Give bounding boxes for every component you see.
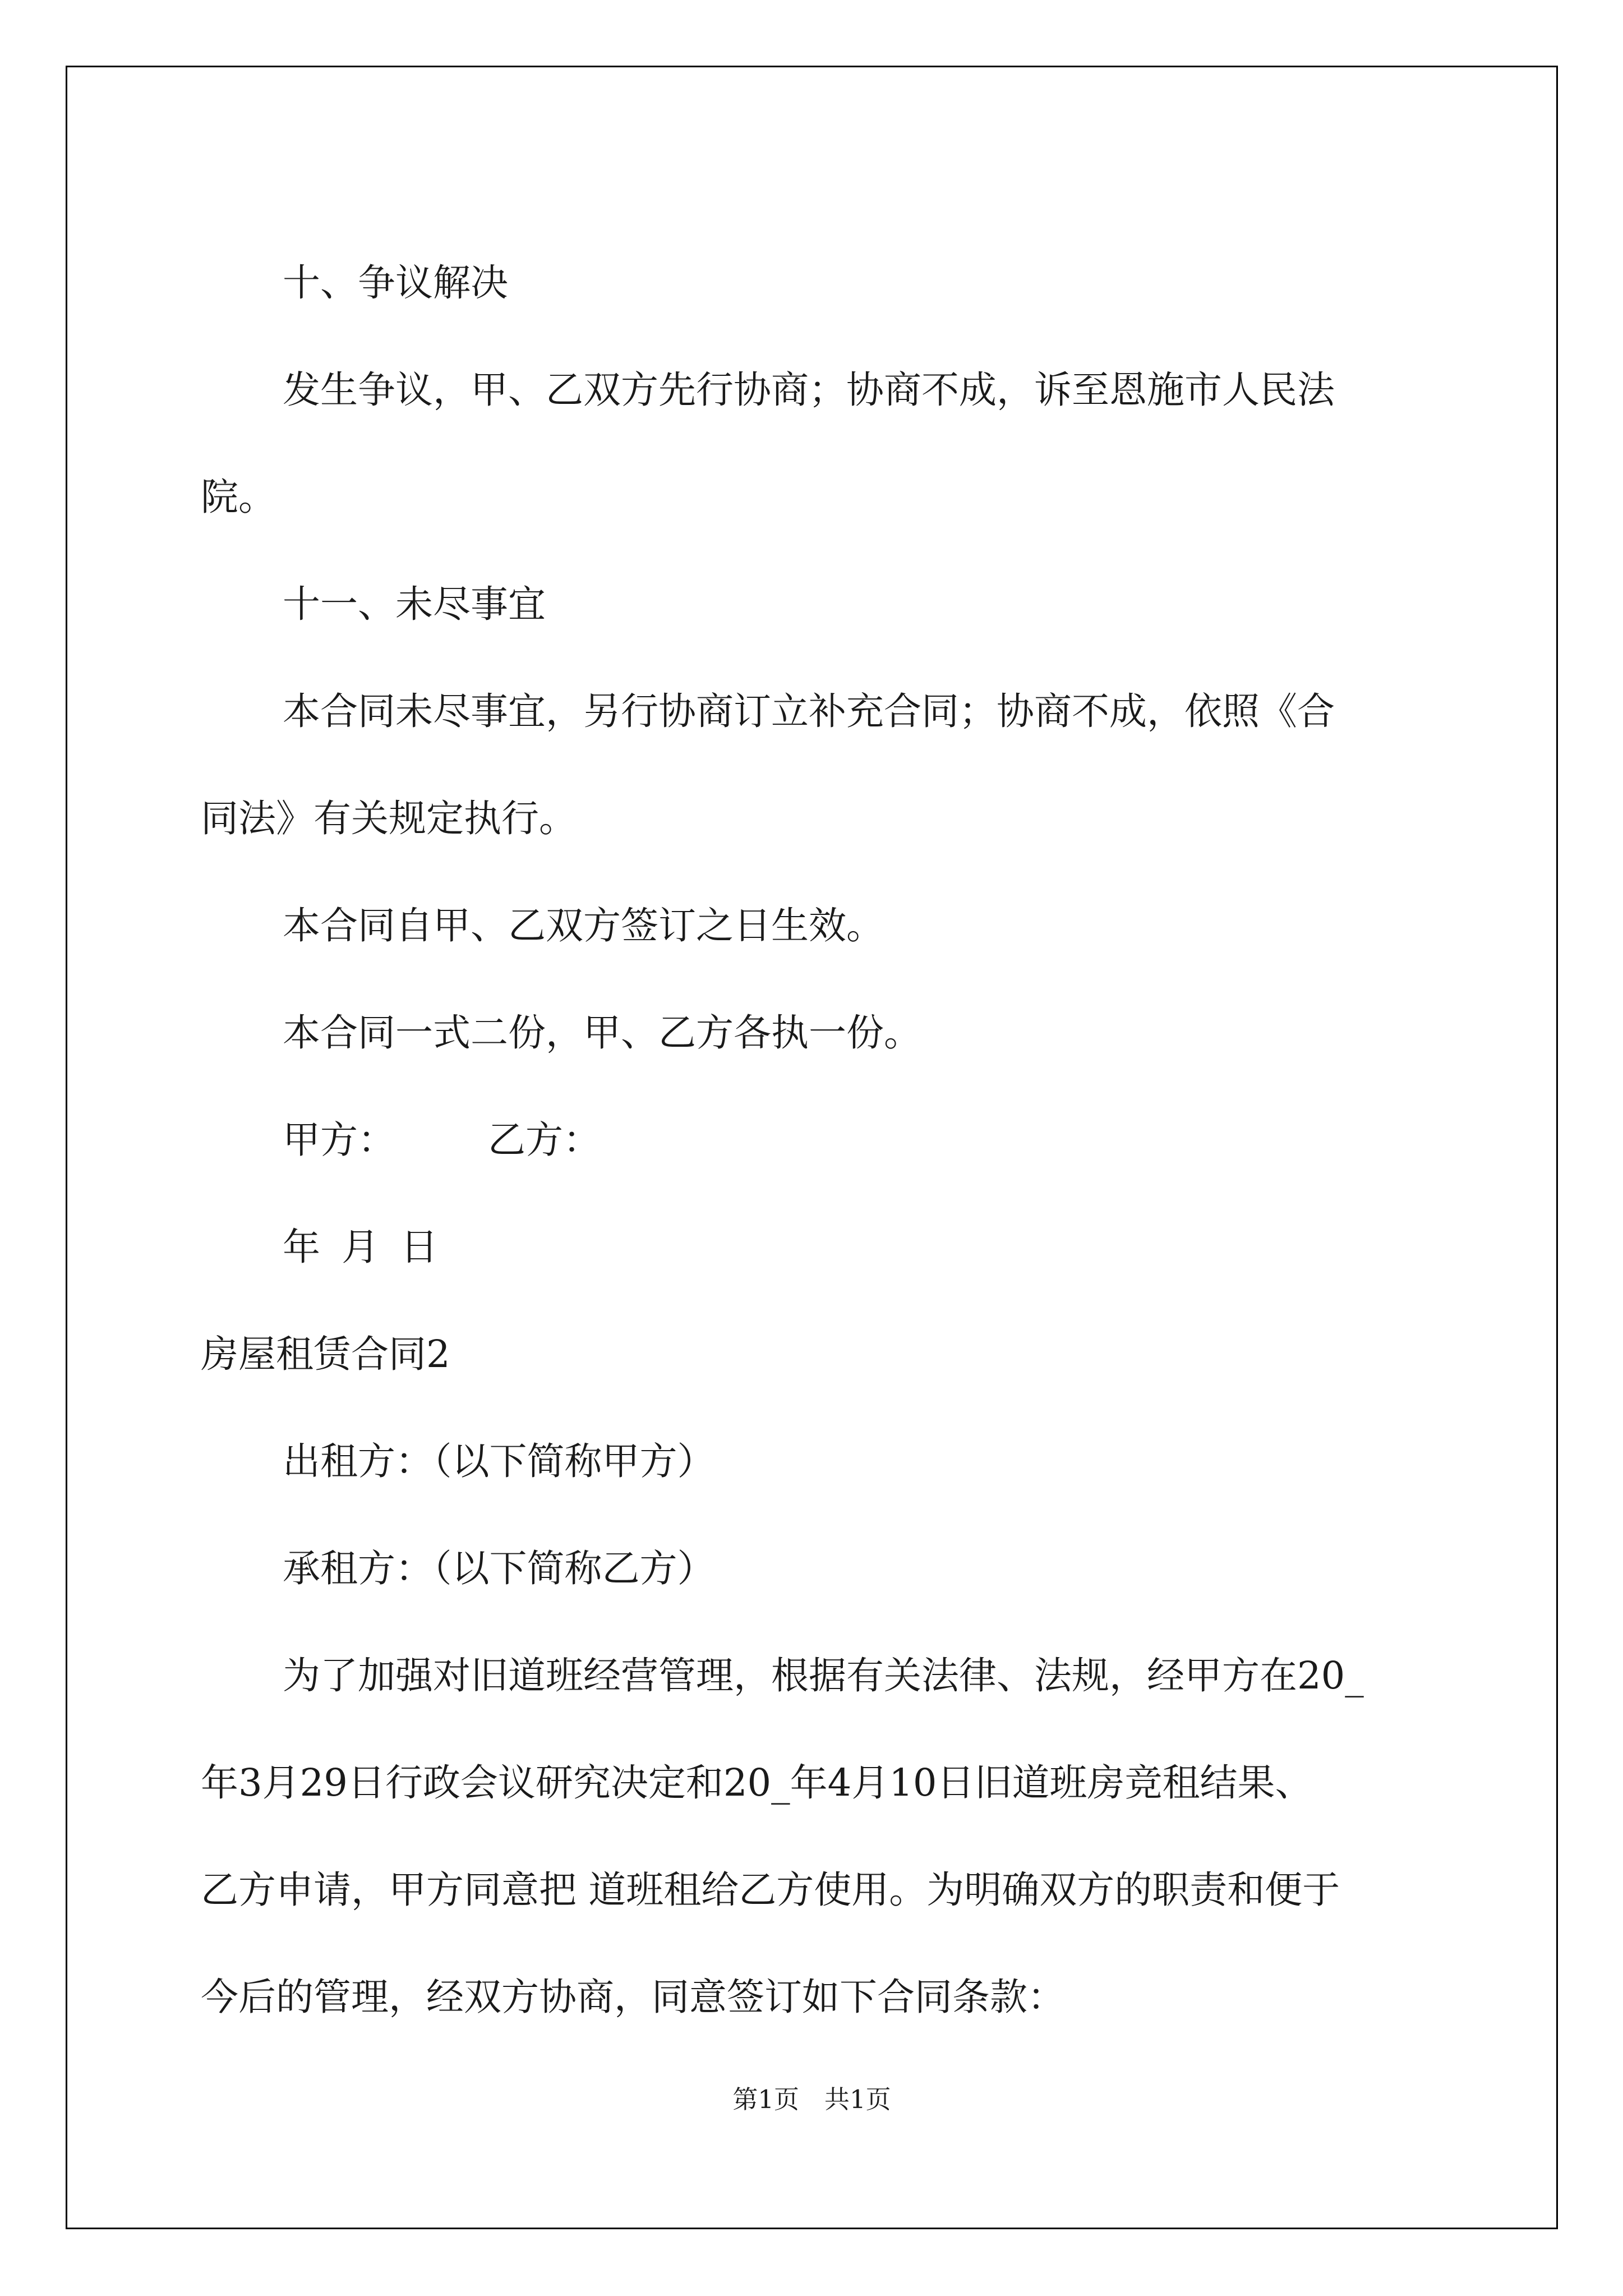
section-heading: 十、争议解决: [283, 261, 508, 305]
paragraph-line: 今后的管理，经双方协商，同意签订如下合同条款：: [201, 1975, 1065, 2019]
paragraph-line: 本合同自甲、乙双方签订之日生效。: [283, 904, 884, 947]
paragraph-line: 出租方：（以下简称甲方）: [283, 1439, 715, 1483]
paragraph-line: 承租方：（以下简称乙方）: [283, 1547, 715, 1590]
party-a-label: 甲方：: [283, 1118, 395, 1162]
date-month: 月: [342, 1225, 379, 1269]
signature-line: [283, 1106, 601, 1174]
paragraph-line: 乙方申请，甲方同意把 道班租给乙方使用。为明确双方的职责和便于: [201, 1868, 1340, 1912]
paragraph-line: 发生争议，甲、乙双方先行协商；协商不成，诉至恩施市人民法: [283, 368, 1335, 412]
date-year: 年: [283, 1225, 320, 1269]
date-line: [283, 1213, 438, 1281]
paragraph-line: 年3月29日行政会议研究决定和20_年4月10日旧道班房竞租结果、: [201, 1761, 1313, 1805]
paragraph-line: 院。: [201, 475, 276, 519]
paragraph-line: 同法》有关规定执行。: [201, 797, 577, 840]
party-b-label: 乙方：: [488, 1118, 601, 1162]
date-day: 日: [400, 1225, 438, 1269]
page-frame: [66, 66, 1558, 2229]
document-title: 房屋租赁合同2: [201, 1332, 450, 1376]
paragraph-line: 本合同未尽事宜，另行协商订立补充合同；协商不成，依照《合: [283, 689, 1335, 733]
paragraph-line: 为了加强对旧道班经营管理，根据有关法律、法规，经甲方在20_: [283, 1654, 1364, 1697]
page-number-footer: 第1页 共1页: [732, 2085, 891, 2114]
section-heading: 十一、未尽事宜: [283, 582, 546, 626]
paragraph-line: 本合同一式二份，甲、乙方各执一份。: [283, 1011, 921, 1055]
